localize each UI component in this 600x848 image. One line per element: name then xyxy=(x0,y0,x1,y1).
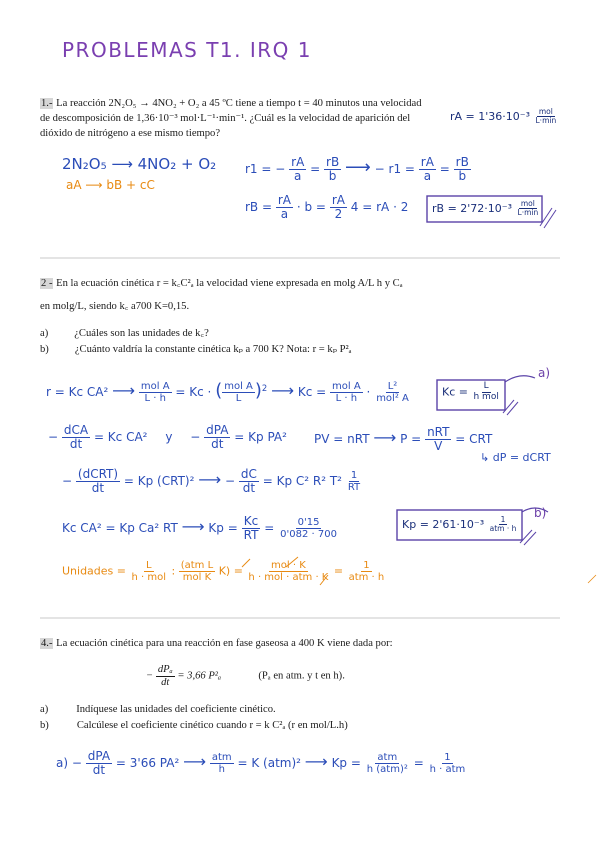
problem-number: 4.- xyxy=(41,638,53,649)
problem-1-line-1: 1.- La reacción 2N₂O₅ → 4NO₂ + O₂ a 45 ºC tiene a tiempo t = 40 minutos una velocidad xyxy=(41,98,422,109)
kc-units-derivation: r = Kc CA² ⟶ $\frac{\text{mol A}}{L \cdot h}$ = Kc · ( $\frac{\text{mol A}}{L}$ )$^2$ ⟶ Kc = $\frac{\text{mol A}}{L \cdot h}$ · $\frac{\text{L²}}{\text{mol² A}}$ xyxy=(46,380,409,404)
rate-expressions: − $\frac{\text{dCA}}{dt}$ = Kc CA² y − $\frac{\text{dPA}}{dt}$ = Kp PA² xyxy=(48,423,287,452)
page-title: PROBLEMAS T1. IRQ 1 xyxy=(62,38,312,62)
rate-relation: r1 = − $\frac{rA}{a}$ = $\frac{rB}{b}$ ⟶ − r1 = $\frac{rA}{a}$ = $\frac{rB}{b}$ xyxy=(245,155,469,184)
label-a: a) xyxy=(538,366,551,380)
rb-calculation: rB = $\frac{rA}{a}$ · b = $\frac{rA}{2}$ 4 = rA · 2 xyxy=(245,193,409,222)
kp-calculation: Kc CA² = Kp Ca² RT ⟶ Kp = $\frac{Kc}{RT}$ = $\frac{0'15}{0'082 \cdot 700}$ xyxy=(62,514,337,543)
ideal-gas: PV = nRT ⟶ P = $\frac{\text{nRT}}{V}$ = CRT xyxy=(314,425,493,454)
problem-2-question-b: b) ¿Cuánto valdría la constante cinética kₚ a 700 K? Nota: r = kₚ P²ₐ xyxy=(40,344,352,355)
given-rate: rA = 1'36·10⁻³ $\frac{\text{mol}}{L\cdot\min}$ xyxy=(450,107,557,126)
substitution-line: − $\frac{\text{(dCRT)}}{dt}$ = Kp (CRT)² ⟶ − $\frac{dC}{dt}$ = Kp C² R² T² $\frac{1}{RT}$ xyxy=(62,467,361,496)
problem-1-line-2: de descomposición de 1,36·10⁻³ mol·L⁻¹·min⁻¹. ¿Cuál es la velocidad de aparición del xyxy=(40,113,411,124)
problem-number: 2 - xyxy=(41,278,53,289)
problem-1-line-3: dióxido de nitrógeno a ese mismo tiempo? xyxy=(40,128,221,139)
label-b: b) xyxy=(534,506,547,520)
problem-4-question-b: b) Calcúlese el coeficiente cinético cuando r = k C²ₐ (r en mol/L.h) xyxy=(40,720,348,731)
problem-4-solution: a) − $\frac{\text{dPA}}{dt}$ = 3'66 PA² ⟶ $\frac{\text{atm}}{h}$ = K (atm)² ⟶ Kp = $\frac{\text{atm}}{\text{h (atm)²}}$ = $\frac{1}{\text{h · atm}}$ xyxy=(56,749,466,778)
units-derivation: Unidades = $\frac{L}{\text{h · mol}}$ : $\frac{\text{(atm L}}{\text{mol K}}$ K) = $\frac{\text{mol · K}}{\text{h · mol · atm · K}}$ = $\frac{1}{\text{atm · h}}$ xyxy=(62,560,385,583)
problem-number: 1.- xyxy=(41,98,53,109)
problem-2-line-1: 2 - En la ecuación cinética r = k꜀C²ₐ la velocidad viene expresada en molg A/L h y Cₐ xyxy=(41,278,403,289)
problem-2-line-2: en molg/L, siendo k꜀ a700 K=0,15. xyxy=(40,301,190,312)
generic-equation: aA ⟶ bB + cC xyxy=(66,178,155,192)
kp-answer: Kp = 2'61·10⁻³ $\frac{1}{\text{atm · h}}$ xyxy=(402,515,517,534)
reaction-equation: 2N₂O₅ ⟶ 4NO₂ + O₂ xyxy=(62,155,217,173)
problem-4-line-1: 4.- La ecuación cinética para una reacción en fase gaseosa a 400 K viene dada por: xyxy=(41,638,393,649)
problem-4-equation: − $\frac{\text{dPₐ}}{dt}$ = 3,66 P²ₐ (Pₐ en atm. y t en h). xyxy=(146,664,345,688)
differential-relation: ↳ dP = dCRT xyxy=(480,451,551,464)
answer-rb: rB = 2'72·10⁻³ $\frac{\text{mol}}{L\cdot\min}$ xyxy=(432,199,539,218)
problem-4-question-a: a) Indíquese las unidades del coeficiente cinético. xyxy=(40,704,276,715)
problem-2-question-a: a) ¿Cuáles son las unidades de k꜀? xyxy=(40,328,209,339)
kc-answer: Kc = $\frac{L}{\text{h mol}}$ xyxy=(442,381,499,402)
